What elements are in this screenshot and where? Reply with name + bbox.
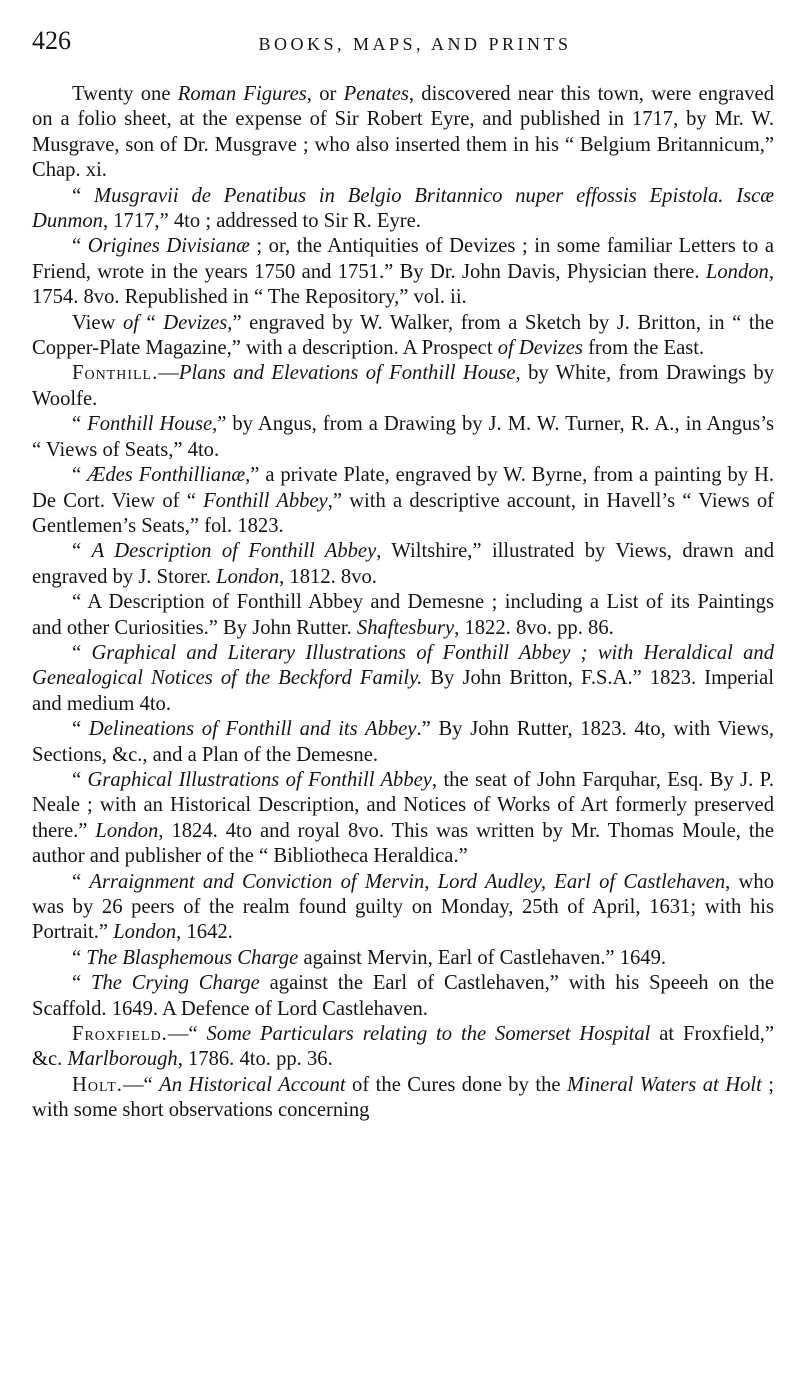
text-run: , the seat of John Farquhar, Esq. By J. P. Neale ; with an Historical Description, and Notices of Works of Art formerly preserved there.” xyxy=(32,768,775,842)
text-run: against the Earl of Castlehaven,” with his Speeeh on the Scaffold. 1649. A Defence of Lord Castlehaven. xyxy=(32,972,775,1020)
italic-text: of Devizes xyxy=(497,337,583,360)
text-run: , 1822. 8vo. pp. 86. xyxy=(454,616,614,639)
italic-text: Delineations of Fonthill and its Abbey xyxy=(88,718,417,741)
bibliography-entry xyxy=(32,184,774,235)
text-run: “ xyxy=(72,184,94,207)
bibliography-entry xyxy=(32,463,774,539)
text-run: of the Cures done by the xyxy=(345,1073,567,1096)
text-run: ,” engraved by W. Walker, from a Sketch by J. Britton, in “ the Copper-Plate Magazine,” with a description. A Prospect xyxy=(32,311,774,360)
text-run: — xyxy=(158,362,179,385)
text-run: at Froxfield,” &c. xyxy=(32,1023,774,1071)
text-run: “ xyxy=(72,768,88,791)
bibliography-entry xyxy=(32,717,774,768)
text-run: , by White, from Drawings by Woolfe. xyxy=(32,362,775,410)
text-run: , 1717,” 4to ; addressed to Sir R. Eyre. xyxy=(102,210,421,233)
text-run: “ xyxy=(72,870,90,893)
bibliography-entry xyxy=(32,768,774,870)
text-run: View xyxy=(72,311,123,334)
italic-text: The Crying Charge xyxy=(91,972,260,995)
bibliography-entry xyxy=(32,870,774,946)
text-run: —“ xyxy=(167,1023,207,1046)
text-run: .” By John Rutter, 1823. 4to, with Views, Sections, &c., and a Plan of the Demesne. xyxy=(32,718,775,766)
bibliography-entry xyxy=(32,539,774,590)
text-run: ,” by Angus, from a Drawing by J. M. W. Turner, R. A., in Angus’s “ Views of Seats,” 4to. xyxy=(32,413,774,461)
italic-text: Origines Divisianæ xyxy=(87,235,250,258)
italic-text: Fonthill Abbey xyxy=(203,489,328,512)
italic-text: London xyxy=(95,819,159,842)
text-run: ; or, the Antiquities of Devizes ; in some familiar Letters to a Friend, wrote in the years 1750 and 1751.” By Dr. John Davis, Physician there. xyxy=(32,235,774,283)
italic-text: Plans and Elevations of Fonthill House xyxy=(178,362,516,385)
bibliography-entry xyxy=(32,971,774,1022)
text-run: “ xyxy=(72,641,92,664)
text-run: from the East. xyxy=(582,337,705,360)
text-run: ; with some short observations concerning xyxy=(32,1073,775,1122)
text-run: , 1786. 4to. pp. 36. xyxy=(177,1048,333,1071)
text-run: , 1824. 4to and royal 8vo. This was written by Mr. Thomas Moule, the author and publisher of the “ Bibliotheca Heraldica.” xyxy=(32,819,774,868)
italic-text: An Historical Account xyxy=(159,1073,346,1096)
text-run: , 1642. xyxy=(176,921,233,944)
text-run: “ xyxy=(72,235,88,258)
italic-text: London xyxy=(705,260,769,283)
bibliography-entry xyxy=(32,946,774,971)
bibliography-text xyxy=(32,82,774,1124)
text-run: , 1754. 8vo. Republished in “ The Repository,” vol. ii. xyxy=(32,260,774,309)
book-page xyxy=(32,26,774,1124)
text-run: ,” with a descriptive account, in Havell’s “ Views of Gentlemen’s Seats,” fol. 1823. xyxy=(32,489,774,537)
italic-text: Roman Figures xyxy=(177,83,307,105)
italic-text: Graphical and Literary Illustrations of Fonthill Abbey ; with Heraldical and Genealogical Notices of the Beckford Family. xyxy=(32,641,774,690)
text-run: “ xyxy=(138,311,164,334)
text-run: “ xyxy=(72,413,88,436)
place-heading: Holt. xyxy=(72,1073,123,1096)
italic-text: London xyxy=(113,921,177,944)
italic-text: Graphical Illustrations of Fonthill Abbey xyxy=(87,768,432,791)
text-run: against Mervin, Earl of Castlehaven.” 1649. xyxy=(298,946,667,969)
italic-text: London xyxy=(216,565,280,588)
bibliography-entry xyxy=(32,234,774,310)
text-run: , discovered near this town, were engraved on a folio sheet, at the expense of Sir Robert Eyre, and published in 1717, by Mr. W. Musgrave, son of Dr. Musgrave ; who also inserted them in his “ Belgium Britannicum,” Chap. xi. xyxy=(32,83,774,182)
italic-text: Marlborough xyxy=(67,1048,178,1071)
page-header xyxy=(32,26,774,60)
italic-text: A Description of Fonthill Abbey xyxy=(91,540,377,563)
italic-text: Ædes Fonthillianæ xyxy=(87,464,246,487)
text-run: , Wiltshire,” illustrated by Views, drawn and engraved by J. Storer. xyxy=(32,540,774,588)
text-run: By John Britton, F.S.A.” 1823. Imperial and medium 4to. xyxy=(32,667,774,715)
italic-text: Musgravii de Penatibus in Belgio Britannico nuper effossis Epistola. Iscæ Dunmon xyxy=(32,184,774,233)
text-run: —“ xyxy=(122,1073,160,1096)
text-run: Twenty one xyxy=(72,83,178,105)
bibliography-entry xyxy=(32,412,774,463)
bibliography-entry xyxy=(32,641,774,717)
bibliography-entry xyxy=(32,311,774,362)
text-run: “ xyxy=(72,464,88,487)
italic-text: Fonthill House xyxy=(87,413,213,436)
italic-text: Shaftesbury xyxy=(356,616,455,639)
text-run: “ xyxy=(72,718,89,741)
italic-text: The Blasphemous Charge xyxy=(86,946,299,969)
place-heading: Froxfield. xyxy=(72,1023,168,1046)
text-run: “ A Description of Fonthill Abbey and Demesne ; including a List of its Paintings and other Curiosities.” By John Rutter. xyxy=(32,591,774,639)
italic-text: Penates xyxy=(343,83,409,105)
text-run: ,” a private Plate, engraved by W. Byrne, from a painting by H. De Cort. View of “ xyxy=(32,464,774,512)
running-title: BOOKS, MAPS, AND PRINTS xyxy=(258,34,572,54)
place-heading: Fonthill. xyxy=(72,362,159,385)
italic-text: Mineral Waters at Holt xyxy=(567,1073,762,1096)
bibliography-entry xyxy=(32,1073,774,1124)
text-run: “ xyxy=(72,946,87,969)
page-number: 426 xyxy=(32,26,71,55)
bibliography-entry xyxy=(32,361,774,412)
text-run: , 1812. 8vo. xyxy=(279,565,377,588)
bibliography-entry xyxy=(32,1022,774,1073)
text-run: , or xyxy=(306,83,344,105)
bibliography-entry xyxy=(32,82,774,184)
italic-text: of xyxy=(122,311,139,334)
bibliography-entry xyxy=(32,590,774,641)
text-run: , who was by 26 peers of the realm found guilty on Monday, 25th of April, 1631; with his Portrait.” xyxy=(32,870,775,944)
italic-text: Arraignment and Conviction of Mervin, Lord Audley, Earl of Castlehaven xyxy=(89,870,726,893)
italic-text: Devizes xyxy=(163,311,228,334)
text-run: “ xyxy=(72,972,91,995)
italic-text: Some Particulars relating to the Somerset Hospital xyxy=(206,1023,651,1046)
text-run: “ xyxy=(72,540,92,563)
